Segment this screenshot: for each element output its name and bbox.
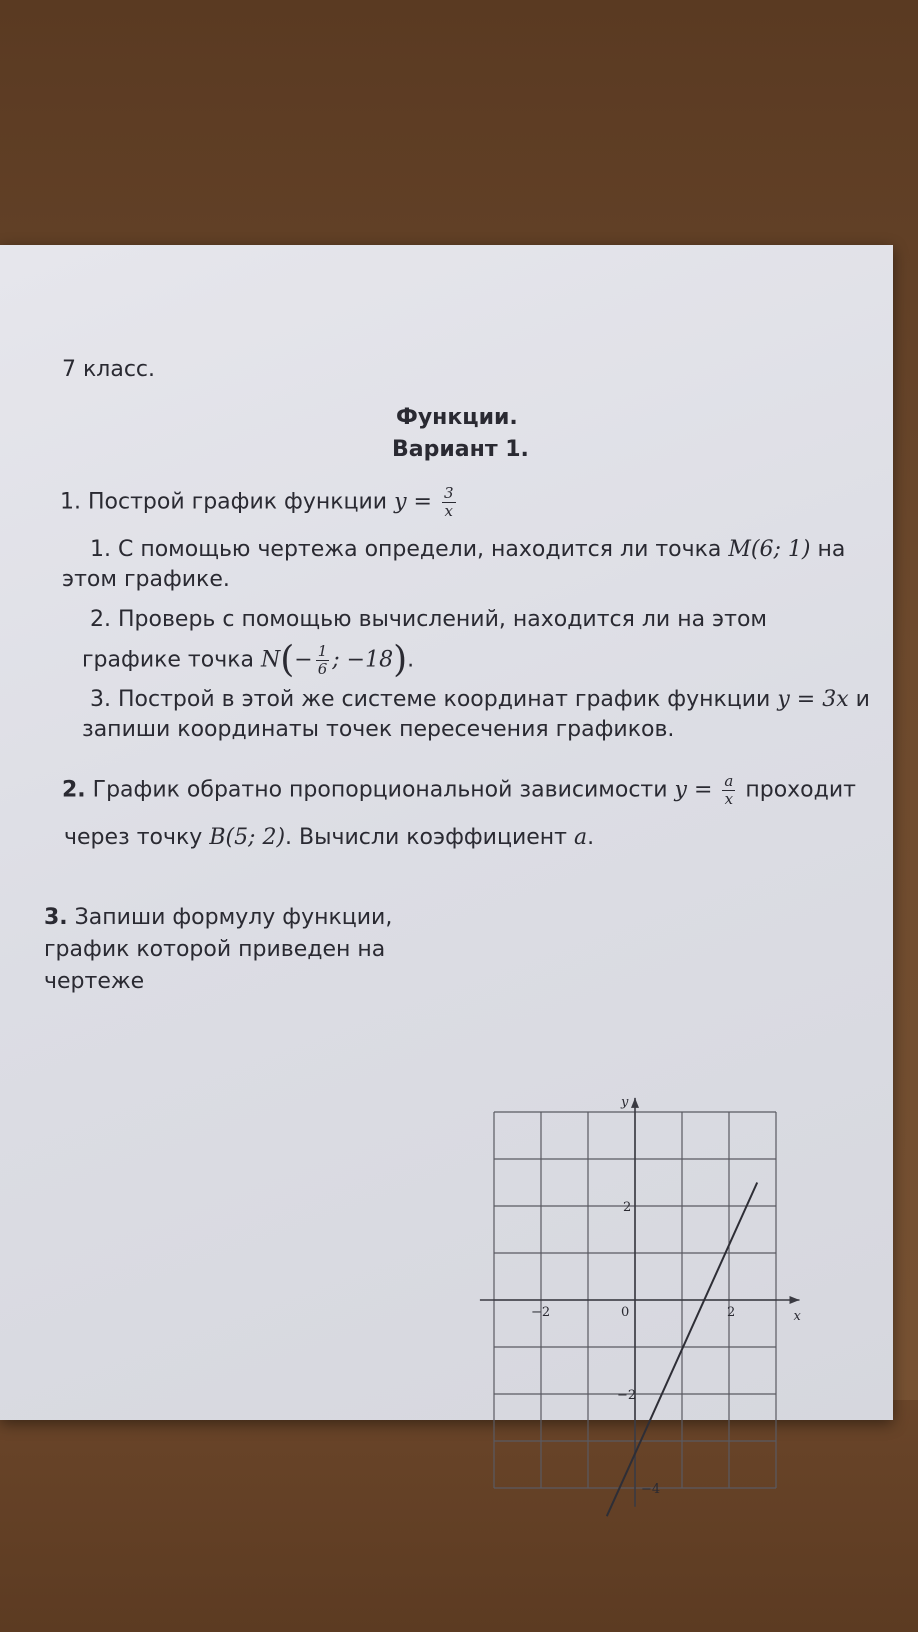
task2-frac-num: a [724,772,734,790]
task2-fn: y = [674,777,713,803]
task1-sub1-text-end: на [817,537,846,562]
variant-label: Вариант 1. [392,437,529,462]
task1-text: Построй график функции [88,489,388,515]
task1-sub2-line1: 2. Проверь с помощью вычислений, находится ли на этом [90,607,768,632]
task2-coef: a [574,825,588,850]
x-axis-arrow-icon [790,1296,800,1304]
task1-sub2-end: . [407,647,415,673]
task1-sub2-minus: − [294,647,313,673]
task2-frac-den: x [724,790,734,808]
task1-sub1-point: M(6; 1) [728,537,811,562]
task1-heading [60,485,459,520]
task1-sub3-fn: y = 3x [777,687,849,712]
task2-text-c: через точку [64,825,203,850]
open-paren-icon: ( [280,639,295,681]
task2-text-d: . Вычисли коэффициент [285,825,567,850]
task1-sub2-rest: ; −18 [332,647,394,673]
task1-sub2-frac-num: 1 [317,642,328,660]
grade-label: 7 класс. [62,357,156,382]
task2-line1 [62,773,856,808]
task1-sub2-frac-den: 6 [317,660,328,678]
task1-sub3-line2: запиши координаты точек пересечения графиков. [82,717,675,742]
task1-sub2-point-name: N [260,647,281,673]
task1-sub2-fraction [316,643,330,678]
x-axis-label: x [793,1309,801,1324]
task3-number: 3. [44,905,68,930]
tick-label-x-2: 2 [727,1305,736,1320]
task2-line2 [64,823,594,853]
task3-graph [500,1094,830,1585]
task3-line1 [44,903,392,933]
task1-sub1-line1 [90,535,845,565]
task1-sub2-text: графике точка [82,647,254,673]
task2-point: B(5; 2) [209,825,286,850]
task1-number: 1. [60,489,81,515]
task3-line2: график которой приведен на [44,937,386,962]
task1-sub1-line2: этом графике. [62,567,230,592]
task1-sub2-line2 [82,639,415,681]
task2-number: 2. [62,777,86,803]
task1-sub1-text: 1. С помощью чертежа определи, находится ли точка [90,537,722,562]
task1-fraction [442,485,456,520]
task1-frac-den: x [444,502,453,520]
task1-function: y = [394,489,432,515]
task2-fraction [722,773,735,808]
y-axis-arrow-icon [631,1098,639,1108]
tick-label-origin: 0 [621,1305,630,1320]
task2-text-e: . [587,825,595,850]
task2-text: График обратно пропорциональной зависимости [92,777,668,803]
tick-label-y-neg2: −2 [617,1388,637,1403]
tick-label-x-neg2: −2 [531,1305,551,1320]
task2-text-b: проходит [745,777,856,803]
task3-text-1: Запиши формулу функции, [74,905,393,930]
worksheet-title: Функции. [396,405,518,430]
task1-frac-num: 3 [443,484,454,502]
tick-label-y-2: 2 [623,1200,632,1215]
task3-line3: чертеже [44,969,145,994]
tick-label-y-neg4: −4 [641,1482,661,1497]
worksheet-paper [0,245,893,1497]
task1-sub3-and: и [855,687,870,712]
y-axis-label: y [621,1094,629,1110]
close-paren-icon: ) [393,639,408,681]
task1-sub3-text: 3. Построй в этой же системе координат график функции [90,687,771,712]
task1-sub3-line1 [90,685,870,715]
